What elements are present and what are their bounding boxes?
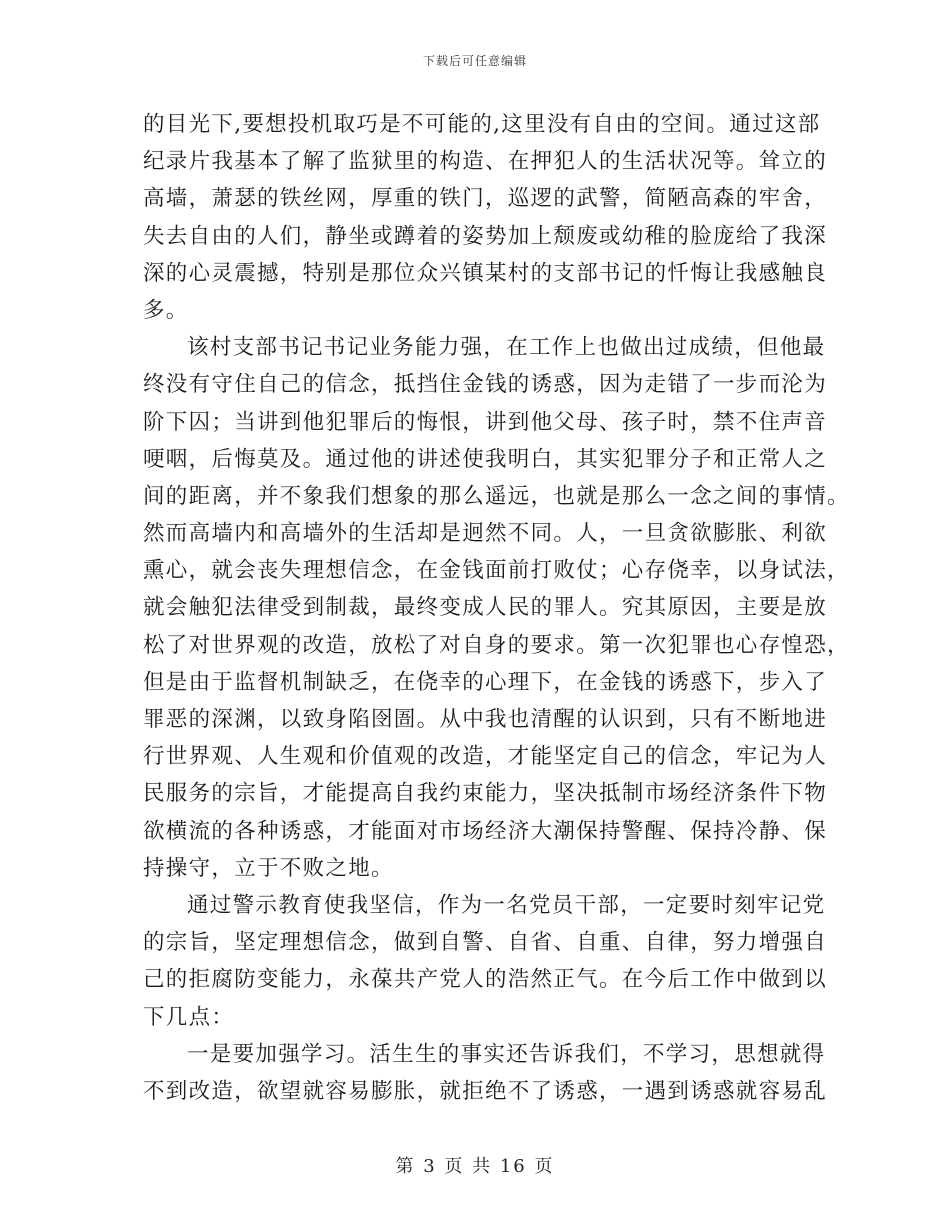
- paragraph-first-line: 通过警示教育使我坚信，作为一名党员干部，一定要时刻牢记党: [187, 892, 826, 918]
- text-line: 下几点：: [143, 1004, 235, 1030]
- paragraph-first-line: 该村支部书记书记业务能力强，在工作上也做出过成绩，但他最: [187, 335, 826, 361]
- page-header: 下载后可任意编辑: [422, 54, 527, 68]
- text-line: 己的拒腐防变能力，永葆共产党人的浩然正气。在今后工作中做到以: [143, 967, 828, 993]
- text-line: 不到改造，欲望就容易膨胀，就拒绝不了诱惑，一遇到诱惑就容易乱: [143, 1078, 828, 1104]
- document-body: [143, 106, 850, 1110]
- paragraph-first-line: 一是要加强学习。活生生的事实还告诉我们，不学习，思想就得: [187, 1041, 826, 1067]
- text-line: 持操守，立于不败之地。: [143, 855, 394, 881]
- text-line: 哽咽，后悔莫及。通过他的讲述使我明白，其实犯罪分子和正常人之: [143, 446, 828, 472]
- text-line: 就会触犯法律受到制裁，最终变成人民的罪人。究其原因，主要是放: [143, 595, 828, 621]
- text-line: 欲横流的各种诱惑，才能面对市场经济大潮保持警醒、保持冷静、保: [143, 818, 828, 844]
- text-line: 终没有守住自己的信念，抵挡住金钱的诱惑，因为走错了一步而沦为: [143, 372, 828, 398]
- page-number-footer: 第 3 页 共 16 页: [395, 1156, 555, 1177]
- text-line: 间的距离，并不象我们想象的那么遥远，也就是那么一念之间的事情。: [143, 483, 850, 509]
- text-line: 熏心，就会丧失理想信念，在金钱面前打败仗；心存侥幸，以身试法，: [143, 558, 850, 584]
- text-line: 多。: [143, 297, 189, 323]
- text-line: 纪录片我基本了解了监狱里的构造、在押犯人的生活状况等。耸立的: [143, 149, 828, 175]
- text-line: 的目光下,要想投机取巧是不可能的,这里没有自由的空间。通过这部: [143, 112, 821, 137]
- text-line: 深的心灵震撼，特别是那位众兴镇某村的支部书记的忏悔让我感触良: [143, 260, 828, 286]
- text-line: 高墙，萧瑟的铁丝网，厚重的铁门，巡逻的武警，简陋高森的牢舍，: [143, 186, 828, 212]
- text-line: 松了对世界观的改造，放松了对自身的要求。第一次犯罪也心存惶恐，: [143, 632, 850, 658]
- text-line: 行世界观、人生观和价值观的改造，才能坚定自己的信念，牢记为人: [143, 744, 828, 770]
- text-line: 失去自由的人们，静坐或蹲着的姿势加上颓废或幼稚的脸庞给了我深: [143, 223, 828, 249]
- text-line: 阶下囚；当讲到他犯罪后的悔恨，讲到他父母、孩子时，禁不住声音: [143, 409, 828, 435]
- text-line: 但是由于监督机制缺乏，在侥幸的心理下，在金钱的诱惑下，步入了: [143, 669, 828, 695]
- text-line: 罪恶的深渊，以致身陷囹圄。从中我也清醒的认识到，只有不断地进: [143, 707, 828, 732]
- text-line: 的宗旨，坚定理想信念，做到自警、自省、自重、自律，努力增强自: [143, 930, 828, 956]
- text-line: 然而高墙内和高墙外的生活却是迥然不同。人，一旦贪欲膨胀、利欲: [143, 521, 828, 547]
- text-line: 民服务的宗旨，才能提高自我约束能力，坚决抵制市场经济条件下物: [143, 781, 828, 807]
